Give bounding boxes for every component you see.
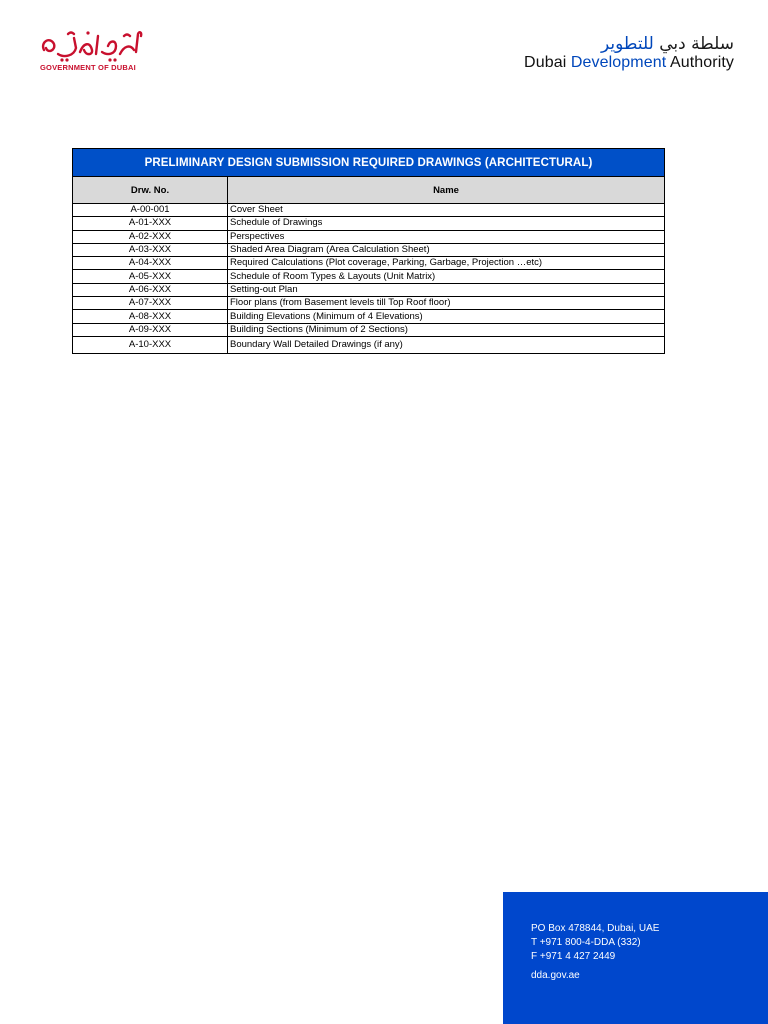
- drawing-number-cell: A-09-XXX: [73, 323, 228, 336]
- dda-logo: [502, 34, 734, 76]
- government-of-dubai-logo: [38, 28, 144, 74]
- drawing-number-cell: A-07-XXX: [73, 297, 228, 310]
- drawing-number-cell: A-00-001: [73, 204, 228, 217]
- footer-website-link[interactable]: dda.gov.ae: [531, 970, 580, 981]
- dda-arabic-part1: سلطة دبي: [659, 34, 734, 54]
- drawing-number-cell: A-03-XXX: [73, 243, 228, 256]
- table-row: [73, 217, 665, 230]
- table-row: [73, 336, 665, 353]
- drawing-number-cell: A-04-XXX: [73, 257, 228, 270]
- table-row: [73, 297, 665, 310]
- drawing-name-cell: Shaded Area Diagram (Area Calculation Sheet): [228, 243, 665, 256]
- drawing-number-cell: A-06-XXX: [73, 283, 228, 296]
- drawing-name-cell: Building Sections (Minimum of 2 Sections): [228, 323, 665, 336]
- drawing-name-cell: Floor plans (from Basement levels till Top Roof floor): [228, 297, 665, 310]
- table-body: [73, 204, 665, 354]
- table-row: [73, 323, 665, 336]
- drawing-number-cell: A-08-XXX: [73, 310, 228, 323]
- drawing-name-cell: Perspectives: [228, 230, 665, 243]
- drawing-name-cell: Cover Sheet: [228, 204, 665, 217]
- contact-footer: [503, 892, 768, 1024]
- table-title-row: [73, 149, 665, 177]
- government-of-dubai-caption: GOVERNMENT OF DUBAI: [40, 63, 136, 72]
- drawing-name-cell: Building Elevations (Minimum of 4 Elevations): [228, 310, 665, 323]
- table-row: [73, 204, 665, 217]
- required-drawings-table: [72, 148, 665, 354]
- drawing-number-cell: A-01-XXX: [73, 217, 228, 230]
- contact-details: [531, 922, 659, 964]
- dda-name-development: Development: [570, 54, 667, 71]
- table-header-row: [73, 177, 665, 204]
- footer-phone: T +971 800-4-DDA (332): [531, 937, 641, 948]
- column-header-name: Name: [228, 177, 665, 204]
- drawing-number-cell: A-05-XXX: [73, 270, 228, 283]
- table-row: [73, 243, 665, 256]
- table-row: [73, 310, 665, 323]
- drawing-number-cell: A-10-XXX: [73, 336, 228, 353]
- dda-arabic-part2: للتطوير: [601, 34, 654, 54]
- footer-fax: F +971 4 427 2449: [531, 951, 616, 962]
- footer-address: PO Box 478844, Dubai, UAE: [531, 923, 660, 934]
- table-row: [73, 270, 665, 283]
- table-row: [73, 257, 665, 270]
- table-row: [73, 283, 665, 296]
- drawing-name-cell: Boundary Wall Detailed Drawings (if any): [228, 336, 665, 353]
- column-header-drawing-number: Drw. No.: [73, 177, 228, 204]
- dda-english-name: [524, 54, 734, 72]
- dda-name-authority: Authority: [669, 54, 734, 71]
- dda-name-dubai: Dubai: [524, 54, 567, 71]
- table-title: PRELIMINARY DESIGN SUBMISSION REQUIRED DRAWINGS (ARCHITECTURAL): [73, 149, 665, 177]
- table-row: [73, 230, 665, 243]
- drawing-name-cell: Setting-out Plan: [228, 283, 665, 296]
- drawing-name-cell: Schedule of Drawings: [228, 217, 665, 230]
- drawing-name-cell: Required Calculations (Plot coverage, Parking, Garbage, Projection …etc): [228, 257, 665, 270]
- drawing-name-cell: Schedule of Room Types & Layouts (Unit Matrix): [228, 270, 665, 283]
- dda-arabic-name: [601, 34, 734, 54]
- required-drawings-table-container: [72, 148, 665, 354]
- drawing-number-cell: A-02-XXX: [73, 230, 228, 243]
- government-of-dubai-calligraphy-icon: [38, 28, 144, 62]
